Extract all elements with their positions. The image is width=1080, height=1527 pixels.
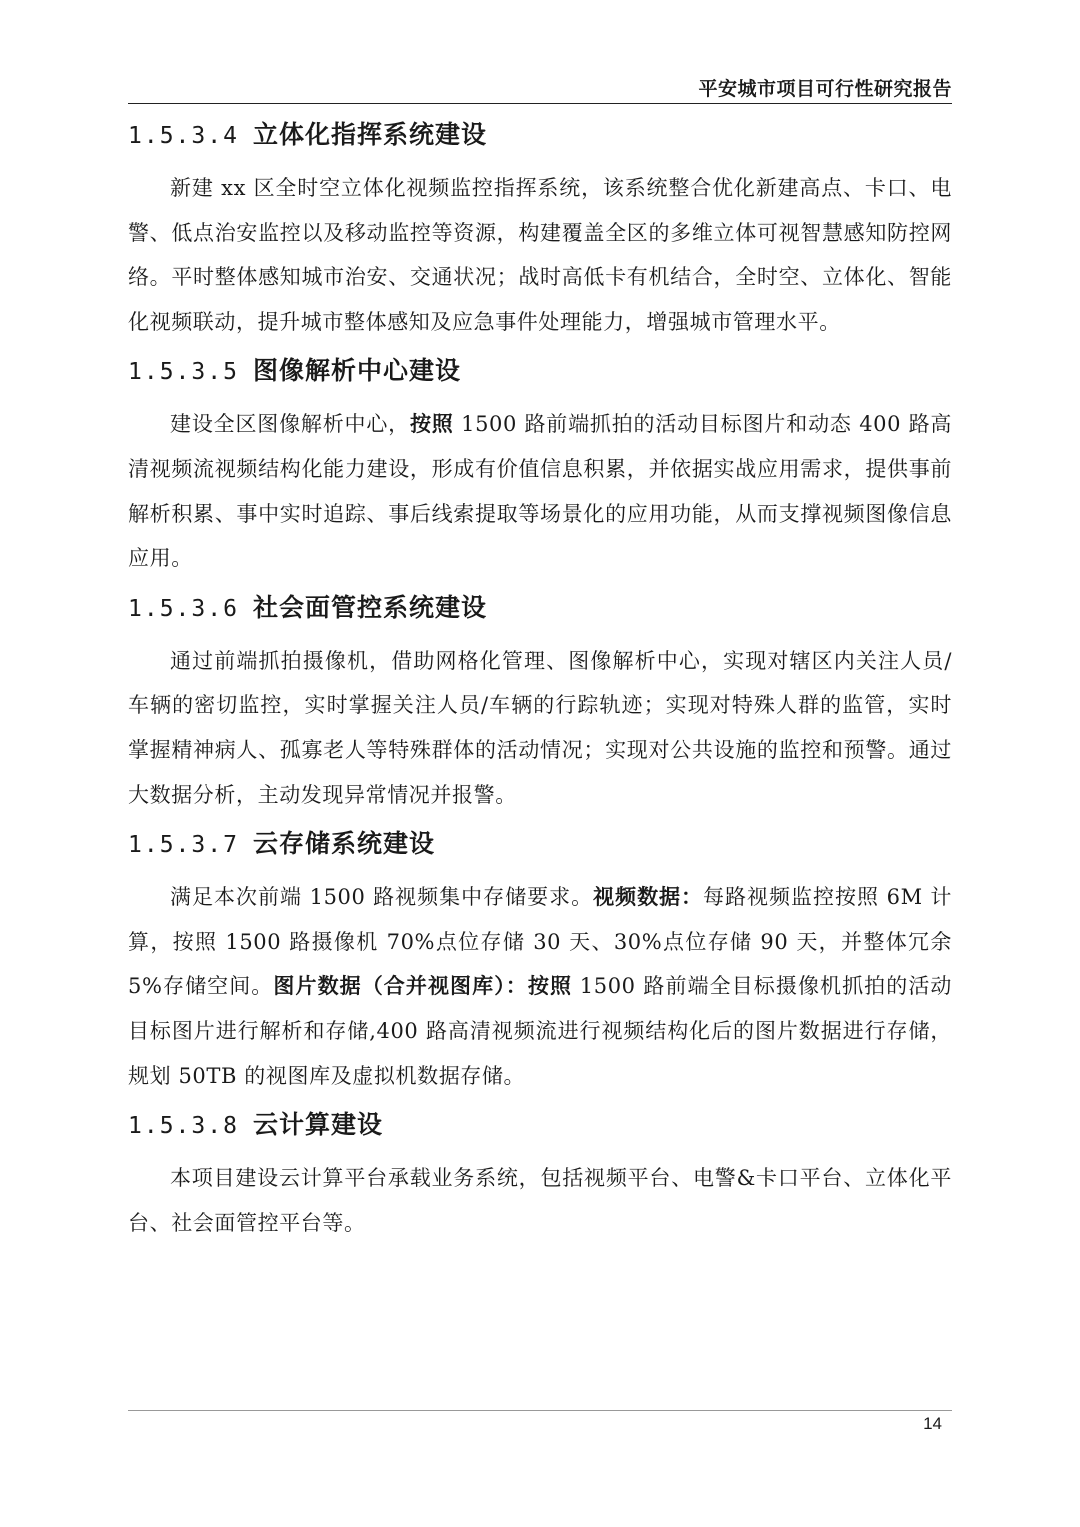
running-header: 平安城市项目可行性研究报告 xyxy=(698,78,952,100)
text-run: 建设全区图像解析中心， xyxy=(170,412,410,437)
section xyxy=(128,585,952,817)
section xyxy=(128,348,952,580)
section-paragraph xyxy=(128,166,952,344)
section-heading xyxy=(128,821,952,867)
section-number: 1.5.3.6 xyxy=(128,595,239,622)
section-paragraph xyxy=(128,639,952,817)
header-rule xyxy=(128,103,952,104)
bold-text-run: 图片数据（合并视图库）：按照 xyxy=(273,974,573,999)
section-number: 1.5.3.7 xyxy=(128,832,239,859)
section-paragraph xyxy=(128,402,952,580)
text-run: 满足本次前端 1500 路视频集中存储要求。 xyxy=(170,885,594,910)
section-number: 1.5.3.8 xyxy=(128,1113,239,1140)
text-run: 通过前端抓拍摄像机，借助网格化管理、图像解析中心，实现对辖区内关注人员/车辆的密切监控，实时掌握关注人员/车辆的行踪轨迹；实现对特殊人群的监管，实时掌握精神病人、孤寡老人等特殊群体的活动情况；实现对公共设施的监控和预警。通过大数据分析，主动发现异常情况并报警。 xyxy=(128,648,952,807)
text-run: 每路视频监控按照 6M 计算，按照 1500 路摄像机 70%点位存储 30 天、30%点位存储 90 天，并整体冗余 5%存储空间。 xyxy=(128,885,952,999)
section-title: 立体化指挥系统建设 xyxy=(252,120,487,149)
page-number: 14 xyxy=(923,1414,942,1433)
section-heading xyxy=(128,1102,952,1148)
section-paragraph xyxy=(128,1156,952,1245)
section xyxy=(128,112,952,344)
section xyxy=(128,1102,952,1245)
section xyxy=(128,821,952,1098)
section-heading xyxy=(128,585,952,631)
section-title: 云计算建设 xyxy=(252,1110,383,1140)
text-run: 1500 路前端全目标摄像机抓拍的活动目标图片进行解析和存储,400 路高清视频流进行视频结构化后的图片数据进行存储，规划 50TB 的视图库及虚拟机数据存储。 xyxy=(128,974,953,1088)
bold-text-run: 视频数据： xyxy=(593,885,704,910)
section-number: 1.5.3.4 xyxy=(128,123,239,149)
section-heading xyxy=(128,348,952,394)
footer-rule xyxy=(128,1410,952,1411)
text-run: 新建 xx 区全时空立体化视频监控指挥系统，该系统整合优化新建高点、卡口、电警、低点治安监控以及移动监控等资源，构建覆盖全区的多维立体可视智慧感知防控网络。平时整体感知城市治安、交通状况；战时高低卡有机结合，全时空、立体化、智能化视频联动，提升城市整体感知及应急事件处理能力，增强城市管理水平。 xyxy=(128,176,952,334)
text-run: 1500 路前端抓拍的活动目标图片和动态 400 路高清视频流视频结构化能力建设，形成有价值信息积累，并依据实战应用需求，提供事前解析积累、事中实时追踪、事后线索提取等场景化的应用功能，从而支撑视频图像信息应用。 xyxy=(128,412,952,571)
section-number: 1.5.3.5 xyxy=(128,359,239,386)
text-run: 本项目建设云计算平台承载业务系统，包括视频平台、电警&卡口平台、立体化平台、社会面管控平台等。 xyxy=(128,1166,952,1235)
bold-text-run: 按照 xyxy=(409,412,454,437)
section-title: 云存储系统建设 xyxy=(252,829,435,859)
section-title: 社会面管控系统建设 xyxy=(252,592,487,622)
section-paragraph xyxy=(128,875,952,1098)
section-heading xyxy=(128,112,952,158)
document-body xyxy=(128,112,952,1249)
section-title: 图像解析中心建设 xyxy=(252,356,461,386)
